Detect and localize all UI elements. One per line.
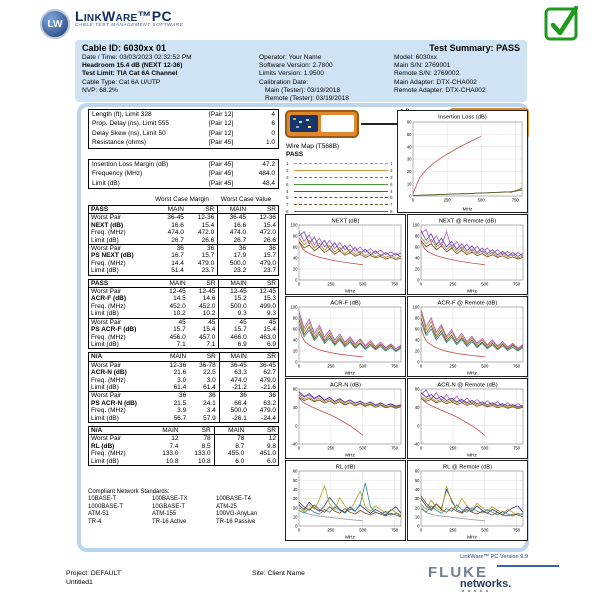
- svg-text:750: 750: [513, 363, 521, 369]
- svg-text:10: 10: [406, 181, 412, 187]
- svg-text:80: 80: [414, 315, 420, 321]
- table-row: Prop. Delay (ns), Limit 555 [Pair 12] 6: [92, 120, 275, 128]
- svg-text:500: 500: [481, 527, 489, 533]
- svg-text:750: 750: [513, 527, 521, 533]
- svg-text:20: 20: [292, 505, 298, 511]
- svg-text:10: 10: [292, 514, 298, 520]
- svg-text:750: 750: [391, 445, 399, 451]
- networks-wordmark: networks.: [460, 578, 512, 590]
- svg-text:250: 250: [449, 527, 457, 533]
- svg-text:250: 250: [327, 363, 335, 369]
- result-table: N/A MAIN SR MAIN SR Worst Pair 12-36 36-78 36-45 36-45 ACR-N (dB) 21.6 22.5 63.3 62.7 Freq. (MHz) 3.0 3.0 474.0 479.0 Limit (dB) 61.4 61.4 -21.2 -21.6 Worst Pair 36 36 36 36 PS ACR-N (dB) 21.5 24.1 66.4 63.2 Freq. (MHz) 3.9 3.4 500.0 479.0 Limit (dB) 56.7 57.9 -26.1 -24.4: [88, 352, 279, 423]
- svg-text:50: 50: [414, 477, 420, 483]
- length-delay-table: [88, 109, 279, 149]
- wire-row: 3 3: [286, 174, 393, 180]
- svg-text:0: 0: [297, 527, 301, 533]
- svg-text:40: 40: [414, 486, 420, 492]
- result-table: N/A MAIN SR MAIN SR Worst Pair 12 78 78 12 RL (dB) 7.4 8.5 8.7 9.8 Freq. (MHz) 133.0 133.0 455.0 451.0 Limit (dB) 10.8 10.8 6.0 6.0: [88, 426, 279, 466]
- svg-text:40: 40: [414, 404, 420, 410]
- svg-text:30: 30: [406, 156, 412, 162]
- header-detail-line: Limits Version: 1.9500: [259, 70, 324, 78]
- main-tester-icon: [285, 110, 359, 138]
- svg-text:80: 80: [414, 386, 420, 392]
- svg-text:250: 250: [327, 281, 335, 287]
- svg-text:40: 40: [414, 337, 420, 343]
- svg-text:500: 500: [481, 363, 489, 369]
- standards-label: Compliant Network Standards:: [88, 489, 170, 495]
- svg-text:0: 0: [297, 445, 301, 451]
- header-detail-line: Remote (Tester): 03/19/2018: [265, 95, 349, 103]
- svg-text:20: 20: [406, 168, 412, 174]
- svg-text:60: 60: [292, 468, 298, 474]
- svg-text:20: 20: [292, 266, 298, 272]
- header-left-column: [82, 54, 259, 103]
- svg-text:750: 750: [391, 363, 399, 369]
- svg-text:40: 40: [292, 255, 298, 261]
- site-label: Site: Client Name: [252, 570, 305, 577]
- svg-text:100: 100: [290, 222, 298, 228]
- svg-text:100: 100: [412, 222, 420, 228]
- svg-text:60: 60: [292, 326, 298, 332]
- wire-map-status: PASS: [286, 150, 304, 158]
- insertion-loss-margin-table: [88, 159, 279, 189]
- svg-text:750: 750: [513, 281, 521, 287]
- header-detail-line: Main Adapter: DTX-CHA002: [394, 78, 477, 86]
- result-table: PASS MAIN SR MAIN SR Worst Pair 12-45 12-45 12-45 12-45 ACR-F (dB) 14.5 14.6 15.2 15.3 Freq. (MHz) 452.0 452.0 500.0 499.0 Limit (dB) 10.2 10.2 9.3 9.3 Worst Pair 45 45 45 45 PS ACR-F (dB) 15.7 15.4 15.7 15.4 Freq. (MHz) 456.0 457.0 466.0 463.0 Limit (dB) 7.1 7.1 6.9 6.9: [88, 279, 279, 350]
- svg-text:500: 500: [359, 363, 367, 369]
- svg-text:0: 0: [295, 359, 298, 365]
- svg-text:20: 20: [292, 348, 298, 354]
- svg-text:RL @ Remote (dB): RL @ Remote (dB): [442, 464, 493, 471]
- svg-text:Insertion Loss (dB): Insertion Loss (dB): [438, 114, 487, 121]
- table-row: Delay Skew (ns), Limit 50 [Pair 12] 0: [92, 129, 275, 137]
- wire-row: 1 1: [286, 160, 393, 166]
- svg-text:500: 500: [359, 281, 367, 287]
- svg-text:20: 20: [414, 266, 420, 272]
- header-detail-line: NVP: 68.2%: [82, 86, 118, 94]
- result-table: PASS MAIN SR MAIN SR Worst Pair 36-45 12-36 36-45 12-36 NEXT (dB) 16.6 15.4 16.6 15.4 Freq. (MHz) 474.0 472.0 474.0 472.0 Limit (dB) 26.7 26.6 26.7 26.6 Worst Pair 36 36 36 36 PS NEXT (dB) 16.7 15.7 17.9 15.7 Freq. (MHz) 14.4 479.0 500.0 479.0 Limit (dB) 51.4 23.7 23.2 23.7: [88, 205, 279, 276]
- svg-text:30: 30: [414, 496, 420, 502]
- svg-text:500: 500: [481, 281, 489, 287]
- header-detail-line: Main (Tester): 03/19/2018: [265, 86, 341, 94]
- svg-text:-40: -40: [291, 441, 298, 447]
- svg-text:80: 80: [292, 315, 298, 321]
- fluke-networks-logo: [428, 566, 568, 592]
- header-detail-line: Date / Time: 03/03/2023 02:32:52 PM: [82, 54, 192, 61]
- pass-check-icon: [544, 5, 580, 46]
- header-detail-line: Software Version: 2.7800: [259, 62, 333, 70]
- header-detail-line: Headroom 15.4 dB (NEXT 12-36): [82, 62, 183, 70]
- svg-text:0: 0: [295, 423, 298, 429]
- svg-text:MHz: MHz: [467, 289, 477, 294]
- svg-text:60: 60: [414, 468, 420, 474]
- svg-text:0: 0: [297, 363, 301, 369]
- version-label: LinkWare™ PC Version 9.9: [460, 554, 528, 560]
- svg-text:MHz: MHz: [345, 371, 355, 376]
- svg-text:40: 40: [292, 486, 298, 492]
- svg-text:0: 0: [419, 527, 423, 533]
- svg-text:0: 0: [419, 281, 423, 287]
- test-summary: Test Summary: PASS: [429, 43, 520, 53]
- svg-text:-40: -40: [413, 441, 420, 447]
- svg-text:20: 20: [414, 348, 420, 354]
- svg-text:80: 80: [414, 233, 420, 239]
- worst-case-margin-label: Worst Case Margin: [155, 196, 209, 203]
- svg-text:MHz: MHz: [345, 289, 355, 294]
- wire-map-title: Wire Map (T568B): [286, 143, 340, 150]
- svg-text:ACR-N (dB): ACR-N (dB): [330, 382, 361, 389]
- wire-row: 7 7: [286, 202, 393, 208]
- svg-text:MHz: MHz: [467, 371, 477, 376]
- svg-text:MHz: MHz: [345, 535, 355, 540]
- svg-text:250: 250: [449, 363, 457, 369]
- svg-text:50: 50: [292, 477, 298, 483]
- chart-acrf-remote: [407, 296, 528, 377]
- wire-row: 8 8: [286, 209, 393, 215]
- header-detail-line: Main S/N: 2769001: [394, 62, 451, 70]
- standards-column: 100BASE-TX 10GBASE-T ATM-155 TR-16 Active: [152, 496, 188, 525]
- standards-column: 10BASE-T 1000BASE-T ATM-51 TR-4: [88, 496, 124, 525]
- svg-text:750: 750: [391, 527, 399, 533]
- svg-text:0: 0: [295, 523, 298, 529]
- app-subtitle: CABLE TEST MANAGEMENT SOFTWARE: [75, 23, 184, 28]
- svg-text:0: 0: [417, 523, 420, 529]
- worst-case-headers: [88, 196, 278, 203]
- table-row: Resistance (ohms) [Pair 45] 1.0: [92, 139, 275, 147]
- table-row: Frequency (MHz) [Pair 45] 484.0: [92, 170, 275, 178]
- svg-text:NEXT @ Remote (dB): NEXT @ Remote (dB): [438, 218, 497, 225]
- header-detail-line: Remote S/N: 2769002: [394, 70, 460, 78]
- svg-text:750: 750: [511, 197, 519, 203]
- svg-text:250: 250: [327, 445, 335, 451]
- header-detail-line: Remote Adapter: DTX-CHA002: [394, 86, 486, 94]
- svg-text:0: 0: [411, 197, 415, 203]
- project-label: Project: DEFAULT: [66, 570, 122, 577]
- svg-text:750: 750: [391, 281, 399, 287]
- svg-text:40: 40: [406, 144, 412, 150]
- table-row: Length (ft), Limit 328 [Pair 12] 4: [92, 111, 275, 118]
- svg-text:ACR-N @ Remote (dB): ACR-N @ Remote (dB): [437, 382, 498, 389]
- svg-text:500: 500: [481, 445, 489, 451]
- fluke-wordmark: FLUKE: [428, 564, 488, 581]
- svg-text:500: 500: [359, 527, 367, 533]
- svg-text:0: 0: [419, 363, 423, 369]
- svg-text:750: 750: [513, 445, 521, 451]
- chart-insertion-loss: [397, 110, 528, 213]
- app-title: LinkWare™PC: [75, 8, 172, 24]
- svg-text:0: 0: [417, 359, 420, 365]
- svg-text:0: 0: [295, 277, 298, 283]
- svg-text:500: 500: [477, 197, 485, 203]
- svg-text:50: 50: [406, 131, 412, 137]
- svg-text:MHz: MHz: [345, 453, 355, 458]
- chart-acrn-remote: [407, 378, 528, 459]
- table-row: Insertion Loss Margin (dB) [Pair 45] 47.2: [92, 161, 275, 168]
- header-right-column: [394, 54, 520, 103]
- svg-text:40: 40: [292, 337, 298, 343]
- report-header: [75, 40, 527, 102]
- network-standards: [88, 489, 288, 526]
- svg-text:20: 20: [414, 505, 420, 511]
- wire-row: 6 6: [286, 181, 393, 187]
- header-detail-line: Cable Type: Cat 6A U/UTP: [82, 78, 161, 86]
- cable-id: Cable ID: 6030xx 01: [82, 43, 167, 53]
- svg-text:10: 10: [414, 514, 420, 520]
- svg-text:0: 0: [409, 193, 412, 199]
- svg-text:0: 0: [419, 445, 423, 451]
- svg-text:100: 100: [290, 304, 298, 310]
- svg-text:NEXT (dB): NEXT (dB): [331, 218, 360, 225]
- header-detail-line: Test Limit: TIA Cat 6A Channel: [82, 70, 178, 78]
- svg-text:30: 30: [292, 496, 298, 502]
- svg-text:ACR-F (dB): ACR-F (dB): [330, 300, 361, 307]
- wire-row: 2 2: [286, 167, 393, 173]
- header-detail-line: Operator: Your Name: [259, 54, 322, 61]
- svg-text:40: 40: [414, 255, 420, 261]
- svg-text:250: 250: [443, 197, 451, 203]
- table-row: Limit (dB) [Pair 45] 48.4: [92, 179, 275, 187]
- wire-map: [286, 143, 396, 215]
- svg-text:80: 80: [292, 386, 298, 392]
- svg-text:0: 0: [417, 277, 420, 283]
- chart-rl: [285, 460, 406, 541]
- svg-text:RL (dB): RL (dB): [335, 464, 356, 471]
- svg-text:250: 250: [449, 281, 457, 287]
- svg-text:100: 100: [412, 304, 420, 310]
- svg-text:MHz: MHz: [467, 453, 477, 458]
- svg-text:80: 80: [292, 233, 298, 239]
- standards-column: 100BASE-T4 ATM-25 100VG-AnyLan TR-16 Passive: [216, 496, 258, 525]
- svg-text:250: 250: [327, 527, 335, 533]
- wire-row: 4 4: [286, 188, 393, 194]
- chart-next-remote: [407, 214, 528, 295]
- svg-text:60: 60: [292, 244, 298, 250]
- wire-row: 5 5: [286, 195, 393, 201]
- linkware-logo: [40, 9, 183, 39]
- chart-acrf: [285, 296, 406, 377]
- svg-text:40: 40: [292, 404, 298, 410]
- header-middle-column: [259, 54, 394, 103]
- chart-acrn: [285, 378, 406, 459]
- svg-text:ACR-F @ Remote (dB): ACR-F @ Remote (dB): [437, 300, 498, 307]
- svg-text:60: 60: [406, 119, 412, 125]
- result-blocks: [88, 205, 279, 469]
- worst-case-value-label: Worst Case Value: [220, 196, 272, 203]
- untitled-label: Untitled1: [66, 578, 93, 586]
- svg-text:60: 60: [414, 244, 420, 250]
- svg-text:60: 60: [414, 326, 420, 332]
- svg-text:MHz: MHz: [467, 535, 477, 540]
- svg-text:250: 250: [449, 445, 457, 451]
- chart-rl-remote: [407, 460, 528, 541]
- lw-logo-icon: LW: [40, 9, 70, 39]
- svg-text:MHz: MHz: [462, 207, 473, 212]
- header-detail-line: Model: 6030xx: [394, 54, 437, 61]
- header-detail-line: Calibration Date:: [259, 78, 309, 86]
- chart-next: [285, 214, 406, 295]
- svg-text:500: 500: [359, 445, 367, 451]
- svg-text:0: 0: [297, 281, 301, 287]
- svg-text:0: 0: [417, 423, 420, 429]
